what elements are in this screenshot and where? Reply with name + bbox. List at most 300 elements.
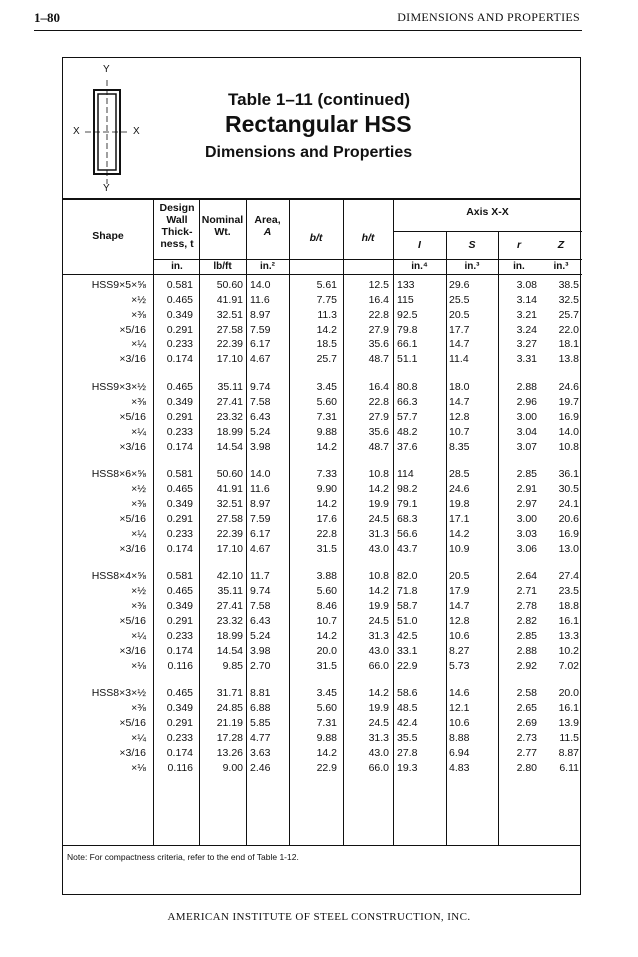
cell-S: 6.94 (449, 746, 470, 759)
units-bottom-rule (63, 274, 582, 275)
cell-A: 5.24 (250, 425, 271, 438)
cell-I: 22.9 (397, 659, 418, 672)
cell-bt: 20.0 (316, 644, 337, 657)
cell-I: 80.8 (397, 381, 418, 394)
cell-Z: 36.1 (558, 468, 579, 481)
cell-ht: 48.7 (368, 440, 389, 453)
cell-bt: 10.7 (316, 615, 337, 627)
cell-I: 19.3 (397, 761, 418, 774)
cell-Z: 20.0 (558, 687, 579, 700)
unit-S: in.³ (464, 261, 480, 272)
cell-I: 48.2 (397, 425, 418, 438)
cell-A: 11.6 (250, 483, 270, 496)
cell-S: 14.6 (449, 687, 470, 700)
cell-wt: 23.32 (216, 615, 243, 627)
cell-wt: 31.71 (216, 687, 243, 700)
header-rule (34, 30, 582, 31)
cell-Z: 8.87 (558, 746, 579, 759)
cell-t: 0.233 (166, 629, 193, 642)
col-header-wall-thickness: Design Wall Thick- ness, t (159, 202, 195, 250)
cell-ht: 27.9 (368, 323, 389, 336)
col-header-axis-xx: Axis X-X (466, 206, 509, 218)
cell-wt: 32.51 (216, 308, 243, 321)
cell-A: 9.74 (250, 585, 271, 598)
col-header-S: S (468, 239, 476, 251)
cell-I: 66.3 (397, 395, 418, 408)
cell-Z: 18.8 (558, 600, 579, 613)
cell-ht: 12.5 (368, 279, 389, 291)
cell-A: 3.98 (250, 440, 271, 453)
cell-r: 2.71 (516, 585, 537, 598)
cell-Z: 14.0 (558, 425, 579, 438)
cell-r: 3.00 (516, 512, 537, 525)
cell-ht: 35.6 (368, 425, 389, 438)
cell-I: 56.6 (397, 527, 418, 540)
cell-I: 35.5 (397, 731, 418, 744)
cell-bt: 22.9 (316, 761, 337, 774)
cell-S: 17.9 (449, 585, 470, 598)
cell-Z: 24.1 (558, 498, 579, 511)
cell-ht: 66.0 (368, 761, 389, 774)
axis-x-right-label: X (133, 126, 140, 137)
cell-A: 6.43 (250, 615, 271, 627)
cell-S: 10.6 (449, 717, 470, 730)
cell-Z: 18.1 (558, 338, 579, 351)
cell-r: 3.14 (516, 293, 537, 306)
cell-bt: 3.88 (316, 570, 337, 583)
col-rule (246, 198, 247, 845)
cell-t: 0.233 (166, 338, 193, 351)
cell-Z: 23.5 (558, 585, 579, 598)
shape-cell: HSS9×3×½ (91, 381, 146, 394)
table-frame (62, 57, 581, 895)
cell-I: 42.4 (397, 717, 418, 730)
shape-cell: ×⅛ (131, 659, 146, 672)
cell-r: 2.80 (516, 761, 537, 774)
cell-ht: 31.3 (368, 629, 389, 642)
cell-Z: 22.0 (558, 323, 579, 336)
cell-Z: 16.9 (558, 410, 579, 423)
unit-t: in. (171, 261, 183, 272)
cell-wt: 27.58 (216, 512, 243, 525)
cell-ht: 22.8 (368, 308, 389, 321)
shape-cell: ×⅜ (131, 600, 146, 613)
cell-t: 0.465 (166, 483, 193, 496)
cell-S: 17.7 (449, 323, 470, 336)
col-header-I: I (418, 239, 421, 251)
cell-S: 24.6 (449, 483, 470, 496)
cell-r: 2.78 (516, 600, 537, 613)
cell-ht: 19.9 (368, 600, 389, 613)
cell-r: 3.00 (516, 410, 537, 423)
cell-r: 3.04 (516, 425, 537, 438)
shape-cell: ×⅜ (131, 308, 146, 321)
cell-wt: 13.26 (216, 746, 243, 759)
cell-bt: 18.5 (316, 338, 337, 351)
cell-r: 2.82 (516, 615, 537, 627)
shape-cell: ×5/16 (119, 717, 146, 730)
cell-wt: 21.19 (216, 717, 243, 730)
cell-ht: 48.7 (368, 353, 389, 366)
cell-ht: 66.0 (368, 659, 389, 672)
cell-wt: 18.99 (216, 425, 243, 438)
page-footer: AMERICAN INSTITUTE OF STEEL CONSTRUCTION, INC. (167, 911, 471, 923)
cell-Z: 27.4 (558, 570, 579, 583)
cell-wt: 14.54 (216, 440, 243, 453)
col-header-Z: Z (557, 239, 565, 251)
axis-y-bottom-label: Y (103, 183, 110, 194)
cell-t: 0.581 (166, 570, 193, 583)
shape-cell: ×3/16 (119, 353, 146, 366)
cell-A: 11.6 (250, 293, 270, 306)
cell-A: 8.81 (250, 687, 271, 700)
cell-S: 17.1 (449, 512, 470, 525)
cell-Z: 16.1 (558, 615, 579, 627)
cell-Z: 24.6 (558, 381, 579, 394)
cell-wt: 27.41 (216, 600, 243, 613)
shape-cell: ×½ (131, 483, 146, 496)
shape-cell: HSS8×6×⅝ (91, 468, 146, 481)
cell-wt: 22.39 (216, 527, 243, 540)
col-header-area: Area, A (254, 214, 281, 238)
cell-t: 0.349 (166, 498, 193, 511)
table-subtitle: Dimensions and Properties (205, 144, 413, 161)
cell-A: 11.7 (250, 570, 270, 583)
cell-bt: 5.61 (316, 279, 337, 291)
cell-ht: 27.9 (368, 410, 389, 423)
cell-S: 25.5 (449, 293, 470, 306)
unit-r: in. (513, 261, 525, 272)
cell-r: 3.08 (516, 279, 537, 291)
cell-S: 12.8 (449, 410, 470, 423)
cell-r: 3.31 (516, 353, 537, 366)
cell-t: 0.116 (167, 761, 193, 774)
cell-ht: 31.3 (368, 527, 389, 540)
col-header-shape: Shape (92, 230, 124, 242)
cell-Z: 25.7 (558, 308, 579, 321)
cell-Z: 13.3 (558, 629, 579, 642)
cell-A: 2.46 (250, 761, 271, 774)
table-note: Note: For compactness criteria, refer to the end of Table 1-12. (67, 852, 299, 862)
cell-A: 14.0 (250, 468, 271, 481)
cell-t: 0.174 (166, 542, 193, 555)
hss-section-diagram (73, 64, 143, 197)
cell-t: 0.349 (166, 395, 193, 408)
cell-ht: 10.8 (368, 468, 389, 481)
cell-wt: 9.00 (222, 761, 243, 774)
cell-r: 2.64 (516, 570, 537, 583)
cell-wt: 50.60 (216, 468, 243, 481)
cell-r: 2.73 (516, 731, 537, 744)
cell-wt: 27.41 (216, 395, 243, 408)
cell-bt: 9.90 (316, 483, 337, 496)
cell-S: 10.7 (449, 425, 470, 438)
cell-bt: 5.60 (316, 702, 337, 715)
shape-cell: ×3/16 (119, 440, 146, 453)
cell-wt: 22.39 (216, 338, 243, 351)
axis-y-top-label: Y (103, 64, 110, 75)
cell-ht: 22.8 (368, 395, 389, 408)
col-header-nominal-wt: Nominal Wt. (201, 214, 244, 238)
cell-ht: 19.9 (368, 702, 389, 715)
cell-wt: 35.11 (217, 585, 243, 598)
cell-r: 2.77 (516, 746, 537, 759)
cell-A: 7.58 (250, 395, 271, 408)
cell-bt: 5.60 (316, 585, 337, 598)
cell-ht: 24.5 (368, 615, 389, 627)
cell-Z: 13.9 (558, 717, 579, 730)
cell-t: 0.233 (166, 731, 193, 744)
cell-I: 48.5 (397, 702, 418, 715)
cell-r: 3.03 (516, 527, 537, 540)
cell-t: 0.349 (166, 702, 193, 715)
cell-bt: 3.45 (316, 381, 337, 394)
cell-r: 2.97 (516, 498, 537, 511)
unit-Z: in.³ (553, 261, 569, 272)
cell-I: 42.5 (397, 629, 418, 642)
cell-ht: 16.4 (368, 381, 389, 394)
cell-Z: 32.5 (558, 293, 579, 306)
cell-ht: 24.5 (368, 717, 389, 730)
cell-ht: 10.8 (368, 570, 389, 583)
cell-S: 12.8 (449, 615, 470, 627)
cell-bt: 9.88 (316, 731, 337, 744)
cell-bt: 5.60 (316, 395, 337, 408)
cell-I: 114 (397, 468, 414, 481)
cell-r: 2.88 (516, 644, 537, 657)
cell-bt: 14.2 (316, 440, 337, 453)
cell-ht: 43.0 (368, 746, 389, 759)
cell-I: 51.0 (397, 615, 418, 627)
shape-cell: ×⅜ (131, 702, 146, 715)
cell-A: 8.97 (250, 308, 271, 321)
cell-t: 0.291 (166, 323, 193, 336)
cell-S: 20.5 (449, 308, 470, 321)
cell-wt: 35.11 (217, 381, 243, 394)
cell-Z: 30.5 (558, 483, 579, 496)
cell-wt: 17.10 (216, 542, 243, 555)
col-header-r: r (516, 239, 522, 251)
header-bottom-rule (153, 259, 582, 260)
cell-r: 2.96 (516, 395, 537, 408)
cell-S: 18.0 (449, 381, 470, 394)
cell-A: 2.70 (250, 659, 271, 672)
unit-area: in.² (260, 261, 275, 272)
cell-S: 14.7 (449, 338, 470, 351)
cell-S: 14.7 (449, 395, 470, 408)
cell-r: 2.91 (516, 483, 537, 496)
cell-S: 20.5 (449, 570, 470, 583)
cell-bt: 14.2 (316, 746, 337, 759)
shape-cell: HSS8×4×⅝ (91, 570, 146, 583)
cell-t: 0.465 (166, 293, 193, 306)
cell-A: 3.98 (250, 644, 271, 657)
cell-t: 0.581 (166, 468, 193, 481)
cell-wt: 42.10 (216, 570, 243, 583)
cell-S: 5.73 (449, 659, 470, 672)
cell-A: 6.88 (250, 702, 271, 715)
shape-cell: ×½ (131, 585, 146, 598)
cell-I: 115 (397, 293, 414, 306)
cell-Z: 6.11 (559, 761, 579, 774)
cell-I: 58.6 (397, 687, 418, 700)
cell-A: 8.97 (250, 498, 271, 511)
cell-Z: 20.6 (558, 512, 579, 525)
shape-cell: ×¼ (131, 731, 146, 744)
cell-ht: 14.2 (368, 585, 389, 598)
cell-I: 92.5 (397, 308, 418, 321)
table-title: Rectangular HSS (225, 111, 412, 137)
cell-wt: 50.60 (216, 279, 243, 291)
running-title: DIMENSIONS AND PROPERTIES (397, 10, 580, 24)
cell-wt: 9.85 (222, 659, 243, 672)
cell-wt: 27.58 (216, 323, 243, 336)
shape-cell: ×¼ (131, 425, 146, 438)
axis-x-left-label: X (73, 126, 80, 137)
page-number: 1–80 (34, 10, 60, 25)
cell-A: 7.58 (250, 600, 271, 613)
cell-A: 5.24 (250, 629, 271, 642)
cell-A: 4.67 (250, 353, 271, 366)
cell-ht: 35.6 (368, 338, 389, 351)
cell-bt: 31.5 (316, 659, 337, 672)
cell-r: 2.92 (516, 659, 537, 672)
cell-A: 6.17 (250, 527, 271, 540)
cell-r: 2.65 (516, 702, 537, 715)
shape-cell: ×3/16 (119, 746, 146, 759)
cell-t: 0.291 (166, 410, 193, 423)
cell-r: 3.21 (516, 308, 537, 321)
cell-wt: 17.10 (216, 353, 243, 366)
cell-I: 43.7 (397, 542, 418, 555)
cell-S: 14.2 (449, 527, 470, 540)
cell-bt: 7.75 (316, 293, 337, 306)
cell-A: 3.63 (250, 746, 271, 759)
cell-r: 3.07 (516, 440, 537, 453)
cell-Z: 13.8 (558, 353, 579, 366)
note-rule (63, 845, 580, 846)
cell-ht: 14.2 (368, 483, 389, 496)
shape-cell: ×¼ (131, 338, 146, 351)
cell-t: 0.465 (166, 687, 193, 700)
cell-S: 8.88 (449, 731, 470, 744)
cell-t: 0.291 (166, 615, 193, 627)
cell-bt: 7.33 (316, 468, 337, 481)
shape-cell: ×⅛ (131, 761, 146, 774)
cell-S: 4.83 (449, 761, 470, 774)
shape-cell: ×¼ (131, 527, 146, 540)
cell-I: 82.0 (397, 570, 418, 583)
shape-cell: ×5/16 (119, 323, 146, 336)
cell-wt: 32.51 (216, 498, 243, 511)
cell-bt: 22.8 (316, 527, 337, 540)
cell-S: 12.1 (449, 702, 470, 715)
cell-A: 6.17 (250, 338, 271, 351)
cell-S: 10.6 (449, 629, 470, 642)
cell-t: 0.116 (167, 659, 193, 672)
cell-r: 2.69 (516, 717, 537, 730)
cell-A: 14.0 (250, 279, 271, 291)
cell-ht: 24.5 (368, 512, 389, 525)
cell-t: 0.349 (166, 600, 193, 613)
cell-bt: 7.31 (316, 410, 337, 423)
cell-I: 79.1 (397, 498, 418, 511)
cell-wt: 41.91 (216, 483, 243, 496)
cell-t: 0.174 (166, 440, 193, 453)
shape-cell: ×½ (131, 293, 146, 306)
cell-S: 28.5 (449, 468, 470, 481)
cell-bt: 14.2 (316, 629, 337, 642)
cell-t: 0.291 (166, 512, 193, 525)
cell-Z: 13.0 (558, 542, 579, 555)
cell-ht: 43.0 (368, 542, 389, 555)
cell-I: 98.2 (397, 483, 418, 496)
cell-r: 3.24 (516, 323, 537, 336)
cell-I: 33.1 (397, 644, 418, 657)
cell-r: 2.58 (516, 687, 537, 700)
cell-wt: 18.99 (216, 629, 243, 642)
shape-cell: ×⅜ (131, 498, 146, 511)
cell-t: 0.174 (166, 353, 193, 366)
col-rule (446, 231, 447, 845)
cell-S: 29.6 (449, 279, 470, 291)
cell-bt: 25.7 (316, 353, 337, 366)
unit-wt: lb/ft (213, 261, 232, 272)
cell-I: 58.7 (397, 600, 418, 613)
cell-A: 5.85 (250, 717, 271, 730)
col-header-bt: b/t (309, 232, 323, 244)
cell-A: 6.43 (250, 410, 271, 423)
cell-ht: 16.4 (368, 293, 389, 306)
cell-bt: 31.5 (316, 542, 337, 555)
cell-A: 4.77 (250, 731, 271, 744)
cell-bt: 14.2 (316, 498, 337, 511)
shape-cell: ×3/16 (119, 542, 146, 555)
cell-S: 19.8 (449, 498, 470, 511)
cell-Z: 38.5 (558, 279, 579, 291)
cell-t: 0.581 (166, 279, 193, 291)
cell-t: 0.174 (166, 644, 193, 657)
axis-group-rule (393, 231, 582, 232)
cell-bt: 7.31 (316, 717, 337, 730)
cell-A: 4.67 (250, 542, 271, 555)
cell-r: 2.88 (516, 381, 537, 394)
cell-Z: 16.9 (558, 527, 579, 540)
cell-S: 8.27 (449, 644, 470, 657)
cell-wt: 23.32 (216, 410, 243, 423)
cell-I: 79.8 (397, 323, 418, 336)
cell-I: 68.3 (397, 512, 418, 525)
cell-Z: 11.5 (559, 731, 579, 744)
cell-bt: 8.46 (316, 600, 337, 613)
shape-cell: ×¼ (131, 629, 146, 642)
cell-I: 57.7 (397, 410, 418, 423)
cell-wt: 14.54 (216, 644, 243, 657)
shape-cell: ×⅜ (131, 395, 146, 408)
col-rule (153, 198, 154, 845)
cell-S: 11.4 (449, 353, 469, 366)
cell-ht: 43.0 (368, 644, 389, 657)
cell-A: 9.74 (250, 381, 271, 394)
cell-S: 14.7 (449, 600, 470, 613)
shape-cell: HSS8×3×½ (91, 687, 146, 700)
shape-cell: ×5/16 (119, 410, 146, 423)
cell-ht: 19.9 (368, 498, 389, 511)
cell-S: 8.35 (449, 440, 470, 453)
cell-wt: 17.28 (216, 731, 243, 744)
cell-I: 71.8 (397, 585, 418, 598)
shape-cell: ×5/16 (119, 512, 146, 525)
